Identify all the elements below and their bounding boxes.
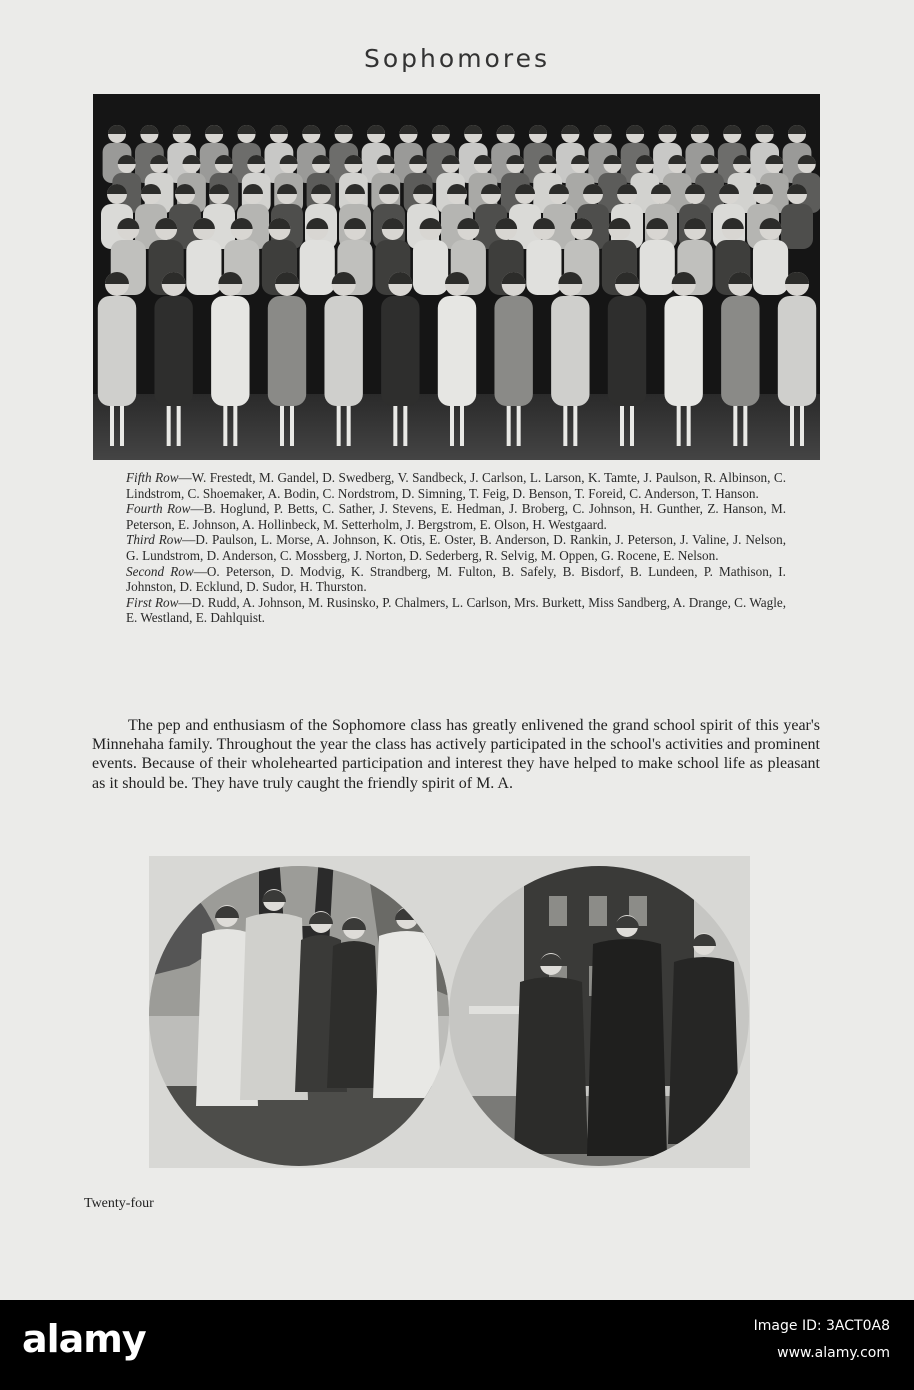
person-leg xyxy=(337,406,341,446)
class-group-photo xyxy=(93,94,820,460)
figure-body xyxy=(327,941,381,1088)
person-leg xyxy=(280,406,284,446)
figure-body xyxy=(587,939,667,1156)
row-names: —B. Hoglund, P. Betts, C. Sather, J. Stevens, E. Hedman, J. Broberg, C. Johnson, H. Gunther, Z. Hanson, M. Peterson, E. Johnson, A. Hollinbeck, M. Setterholm, J. Bergstrom, E. Olson, H. Westgaard. xyxy=(126,501,787,532)
person-leg xyxy=(630,406,634,446)
person-leg xyxy=(460,406,464,446)
person-body xyxy=(526,240,561,295)
person-leg xyxy=(733,406,737,446)
person-body xyxy=(494,296,532,406)
snapshot-photos xyxy=(149,856,750,1168)
person-body xyxy=(186,240,221,295)
person-leg xyxy=(120,406,124,446)
person-leg xyxy=(507,406,511,446)
person-leg xyxy=(167,406,171,446)
person-body xyxy=(324,296,362,406)
person-body xyxy=(381,296,419,406)
caption-row-third xyxy=(126,532,786,563)
person-leg xyxy=(790,406,794,446)
caption-row-second xyxy=(126,564,786,595)
person-body xyxy=(781,204,813,249)
caption-row-first xyxy=(126,595,786,626)
person-leg xyxy=(403,406,407,446)
person-leg xyxy=(290,406,294,446)
person-body xyxy=(413,240,448,295)
figure-body xyxy=(514,977,588,1154)
person-body xyxy=(778,296,816,406)
person-body xyxy=(721,296,759,406)
person-body xyxy=(268,296,306,406)
person-leg xyxy=(687,406,691,446)
figure-body xyxy=(373,931,441,1098)
photo-caption xyxy=(126,470,786,626)
group-photo-illustration xyxy=(93,94,820,460)
row-label: Third Row xyxy=(126,532,183,548)
row-names: —W. Frestedt, M. Gandel, D. Swedberg, V. Sandbeck, J. Carlson, L. Larson, K. Tamte, J. Paulson, R. Albinson, C. Lindstrom, C. Shoemaker, A. Bodin, C. Nordstrom, D. Simning, T. Feig, D. Benson, T. Foreid, C. Anderson, T. Hanson. xyxy=(126,470,786,501)
person-body xyxy=(211,296,249,406)
person-leg xyxy=(563,406,567,446)
person-leg xyxy=(743,406,747,446)
person-body xyxy=(154,296,192,406)
person-body xyxy=(640,240,675,295)
person-leg xyxy=(573,406,577,446)
row-label: Fourth Row xyxy=(126,501,191,517)
person-body xyxy=(753,240,788,295)
caption-row-fourth xyxy=(126,501,786,532)
person-leg xyxy=(450,406,454,446)
person-leg xyxy=(800,406,804,446)
class-description: The pep and enthusiasm of the Sophomore class has greatly enlivened the grand school spirit of this year's Minnehaha family. Throughout the year the class has actively participated in the school's activities and prominent events. Because of their wholehearted participation and interest they have helped to make school life as pleasant as it should be. They have truly caught the friendly spirit of M. A. xyxy=(92,717,820,792)
row-label: First Row xyxy=(126,594,179,610)
page-number: Twenty-four xyxy=(84,1196,154,1211)
person-leg xyxy=(677,406,681,446)
person-leg xyxy=(110,406,114,446)
person-body xyxy=(438,296,476,406)
person-leg xyxy=(620,406,624,446)
stock-url[interactable]: www.alamy.com xyxy=(777,1345,890,1361)
person-leg xyxy=(233,406,237,446)
row-names: —D. Rudd, A. Johnson, M. Rusinsko, P. Chalmers, L. Carlson, Mrs. Burkett, Miss Sandberg, A. Drange, C. Wagle, E. Westland, E. Dahlquist. xyxy=(126,594,787,626)
person-leg xyxy=(517,406,521,446)
page-title: Sophomores xyxy=(364,44,550,73)
person-body xyxy=(551,296,589,406)
caption-row-fifth xyxy=(126,470,786,501)
row-names: —D. Paulson, L. Morse, A. Johnson, K. Otis, E. Oster, B. Anderson, D. Rankin, J. Peterson, J. Valine, J. Nelson, G. Lundstrom, D. Anderson, C. Mossberg, J. Norton, D. Sederberg, R. Selvig, M. Oppen, G. Rocene, E. Nelson. xyxy=(126,532,786,563)
person-leg xyxy=(393,406,397,446)
person-leg xyxy=(177,406,181,446)
person-body xyxy=(98,296,136,406)
snapshot-illustration xyxy=(149,856,750,1168)
person-leg xyxy=(223,406,227,446)
person-leg xyxy=(347,406,351,446)
stock-logo[interactable]: alamy xyxy=(22,1317,146,1361)
row-label: Second Row xyxy=(126,563,194,579)
image-id: Image ID: 3ACT0A8 xyxy=(753,1318,890,1334)
person-body xyxy=(608,296,646,406)
person-body xyxy=(300,240,335,295)
row-label: Fifth Row xyxy=(126,470,179,485)
person-body xyxy=(664,296,702,406)
row-names: —O. Peterson, D. Modvig, K. Strandberg, M. Fulton, B. Safely, B. Bisdorf, B. Lundeen, P. Mathison, I. Johnston, D. Ecklund, D. Sudor, H. Thurston. xyxy=(126,563,786,595)
